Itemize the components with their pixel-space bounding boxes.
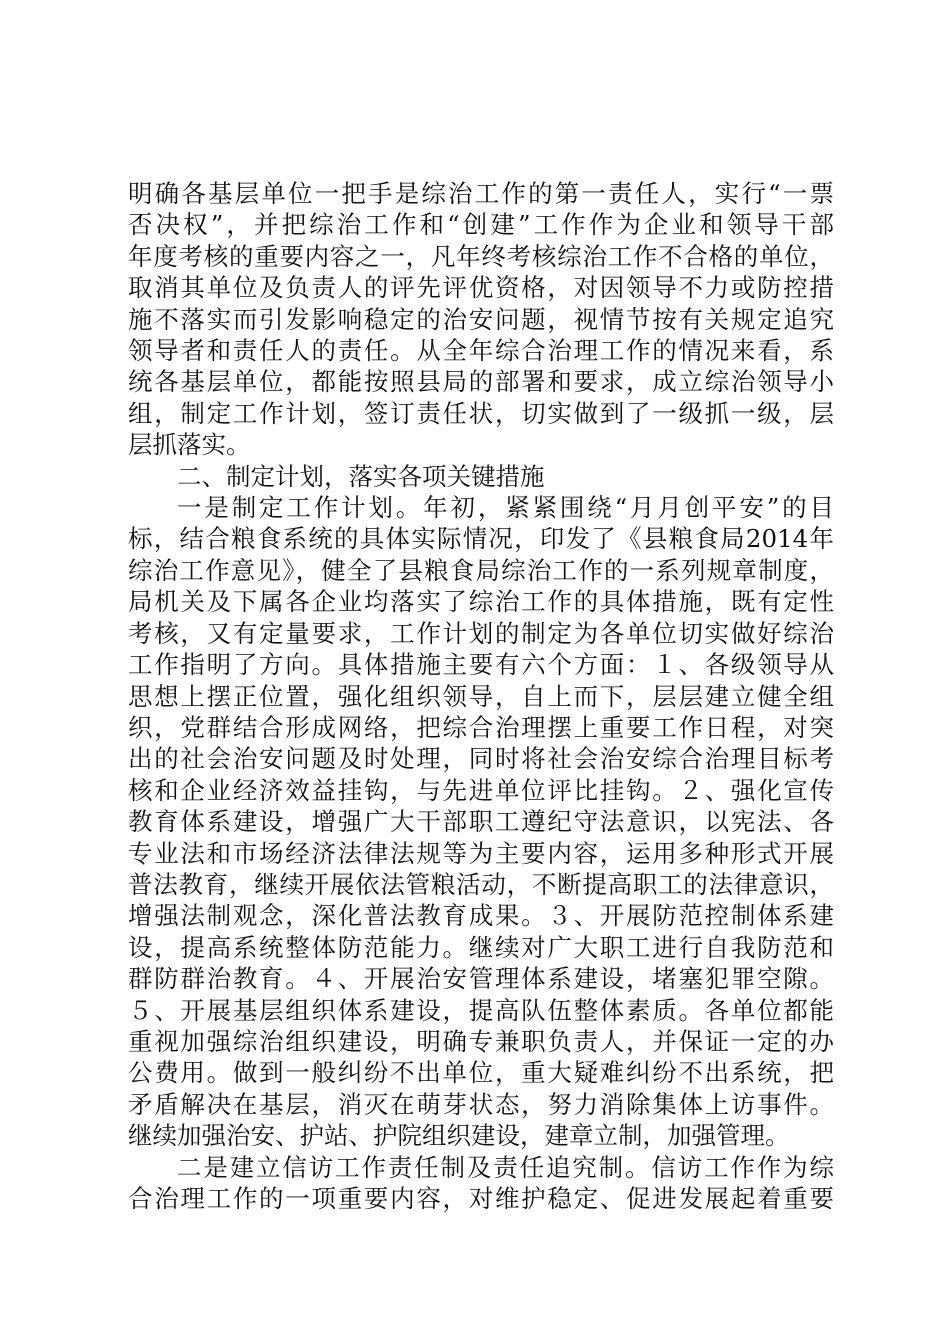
text-line: 织，党群结合形成网络，把综合治理摆上重要工作日程，对突 [128,712,834,742]
text-line: 层抓落实。 [128,430,251,460]
text-line: 合治理工作的一项重要内容，对维护稳定、促进发展起着重要 [128,1184,834,1213]
text-line: 年度考核的重要内容之一，凡年终考核综治工作不合格的单位， [128,241,834,271]
text-line: 综治工作意见》，健全了县粮食局综治工作的一系列规章制度， [128,555,834,585]
text-line: 统各基层单位，都能按照县局的部署和要求，成立综治领导小 [128,367,834,397]
text-line: 考核，又有定量要求，工作计划的制定为各单位切实做好综治 [128,618,834,648]
text-line: 核和企业经济效益挂钩，与先进单位评比挂钩。２、强化宣传 [128,775,834,805]
text-line: 否决权”，并把综治工作和“创建”工作作为企业和领导干部 [128,210,834,240]
text-line: 工作指明了方向。具体措施主要有六个方面：１、各级领导从 [128,650,834,680]
text-line: 施不落实而引发影响稳定的治安问题，视情节按有关规定追究 [128,304,834,334]
text-line: 教育体系建设，增强广大干部职工遵纪守法意识，以宪法、各 [128,807,834,837]
text-line: 出的社会治安问题及时处理，同时将社会治安综合治理目标考 [128,744,834,774]
section-heading: 二、制定计划，落实各项关键措施 [177,461,545,491]
text-line: 增强法制观念，深化普法教育成果。３、开展防范控制体系建 [128,901,834,931]
text-line: 设，提高系统整体防范能力。继续对广大职工进行自我防范和 [128,932,834,962]
text-line: ５、开展基层组织体系建设，提高队伍整体素质。各单位都能 [128,995,834,1025]
text-line: 公费用。做到一般纠纷不出单位，重大疑难纠纷不出系统，把 [128,1058,834,1088]
text-line: 标，结合粮食系统的具体实际情况，印发了《县粮食局2014年 [128,524,834,554]
text-line: 专业法和市场经济法律法规等为主要内容，运用多种形式开展 [128,838,834,868]
text-line: 二是建立信访工作责任制及责任追究制。信访工作作为综 [177,1152,834,1182]
body-text [128,178,834,1214]
text-line: 群防群治教育。４、开展治安管理体系建设，堵塞犯罪空隙。 [128,964,834,994]
text-line: 继续加强治安、护站、护院组织建设，建章立制，加强管理。 [128,1121,790,1151]
text-line: 矛盾解决在基层，消灭在萌芽状态，努力消除集体上访事件。 [128,1089,834,1119]
text-line: 局机关及下属各企业均落实了综治工作的具体措施，既有定性 [128,587,834,617]
text-line: 组，制定工作计划，签订责任状，切实做到了一级抓一级，层 [128,398,834,428]
text-line: 一是制定工作计划。年初，紧紧围绕“月月创平安”的目 [177,493,834,523]
text-line: 取消其单位及负责人的评先评优资格，对因领导不力或防控措 [128,273,834,303]
text-line: 普法教育，继续开展依法管粮活动，不断提高职工的法律意识， [128,869,834,899]
text-line: 思想上摆正位置，强化组织领导，自上而下，层层建立健全组 [128,681,834,711]
text-line: 明确各基层单位一把手是综治工作的第一责任人，实行“一票 [128,179,834,208]
text-line: 重视加强综治组织建设，明确专兼职负责人，并保证一定的办 [128,1026,834,1056]
text-line: 领导者和责任人的责任。从全年综合治理工作的情况来看，系 [128,336,834,366]
